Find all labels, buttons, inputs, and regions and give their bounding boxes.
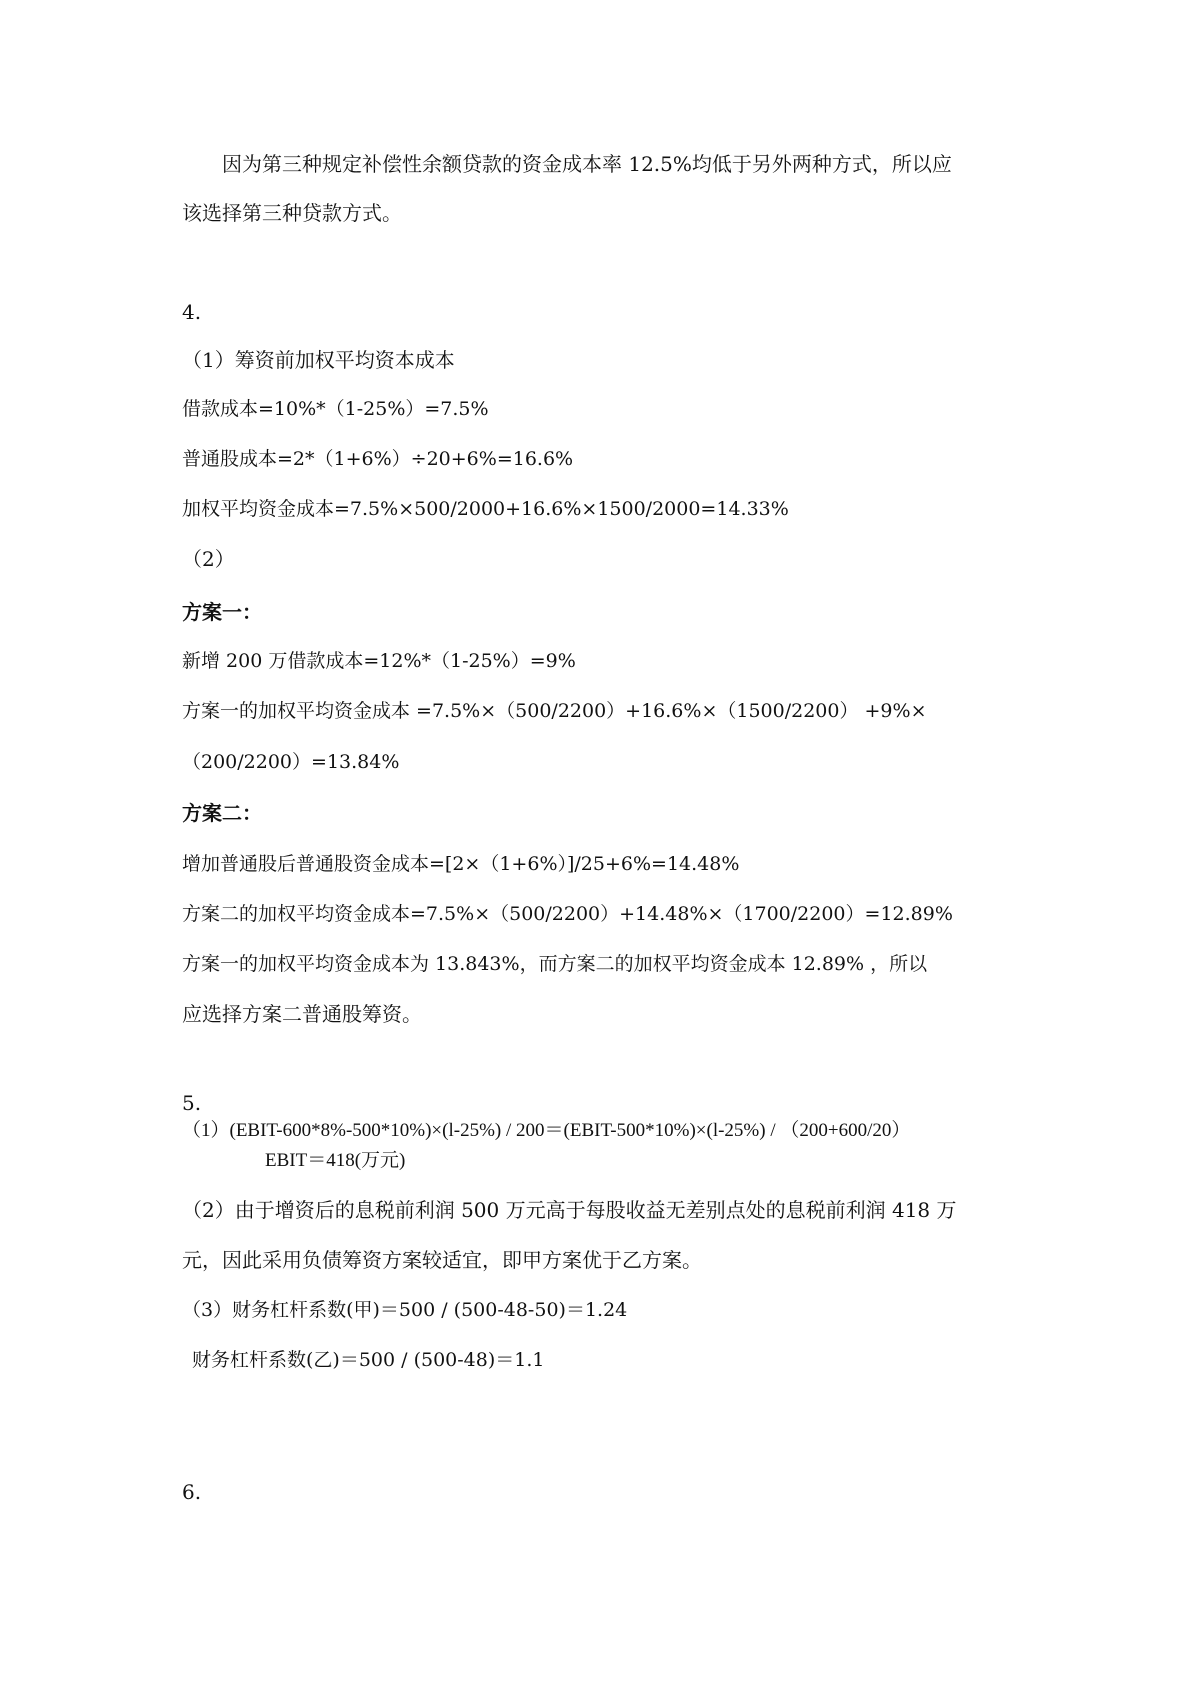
formula-line: 财务杠杆系数(乙)＝500 / (500-48)＝1.1 — [192, 1349, 545, 1371]
formula-line: EBIT＝418(万元) — [265, 1150, 406, 1171]
formula-line: 方案一的加权平均资金成本 =7.5%×（500/2200）+16.6%×（1500/2200） +9%× — [182, 700, 927, 722]
formula-line: （3）财务杠杆系数(甲)＝500 / (500-48-50)＝1.24 — [182, 1299, 628, 1321]
formula-line: 方案二的加权平均资金成本=7.5%×（500/2200）+14.48%×（1700/2200）=12.89% — [182, 903, 953, 925]
paragraph-line: 因为第三种规定补偿性余额贷款的资金成本率 12.5%均低于另外两种方式，所以应 — [222, 152, 952, 176]
paragraph-line: 应选择方案二普通股筹资。 — [182, 1002, 422, 1026]
subsection-heading: （1）筹资前加权平均资本成本 — [182, 348, 455, 372]
paragraph-line: （2）由于增资后的息税前利润 500 万元高于每股收益无差别点处的息税前利润 418 万 — [182, 1198, 957, 1222]
section-number: 6. — [182, 1480, 202, 1504]
formula-line: 增加普通股后普通股资金成本=[2×（1+6%）]/25+6%=14.48% — [182, 853, 740, 875]
formula-line: 普通股成本=2*（1+6%）÷20+6%=16.6% — [182, 448, 574, 470]
formula-line: （200/2200）=13.84% — [182, 751, 400, 773]
formula-line: 借款成本=10%*（1-25%）=7.5% — [182, 398, 489, 420]
paragraph-line: 元，因此采用负债筹资方案较适宜，即甲方案优于乙方案。 — [182, 1248, 702, 1272]
paragraph-line: 该选择第三种贷款方式。 — [182, 201, 402, 225]
section-number: 4. — [182, 300, 202, 324]
formula-line: 加权平均资金成本=7.5%×500/2000+16.6%×1500/2000=14.33% — [182, 498, 789, 520]
subsection-heading: （2） — [182, 547, 235, 571]
formula-line: 新增 200 万借款成本=12%*（1-25%）=9% — [182, 650, 576, 672]
section-number: 5. — [182, 1091, 202, 1115]
formula-line: （1）(EBIT-600*8%-500*10%)×(l-25%) / 200＝(EBIT-500*10%)×(l-25%) / （200+600/20） — [182, 1120, 911, 1141]
plan-heading: 方案二： — [182, 801, 262, 825]
plan-heading: 方案一： — [182, 600, 262, 624]
paragraph-line: 方案一的加权平均资金成本为 13.843%，而方案二的加权平均资金成本 12.89% ，所以 — [182, 953, 928, 975]
